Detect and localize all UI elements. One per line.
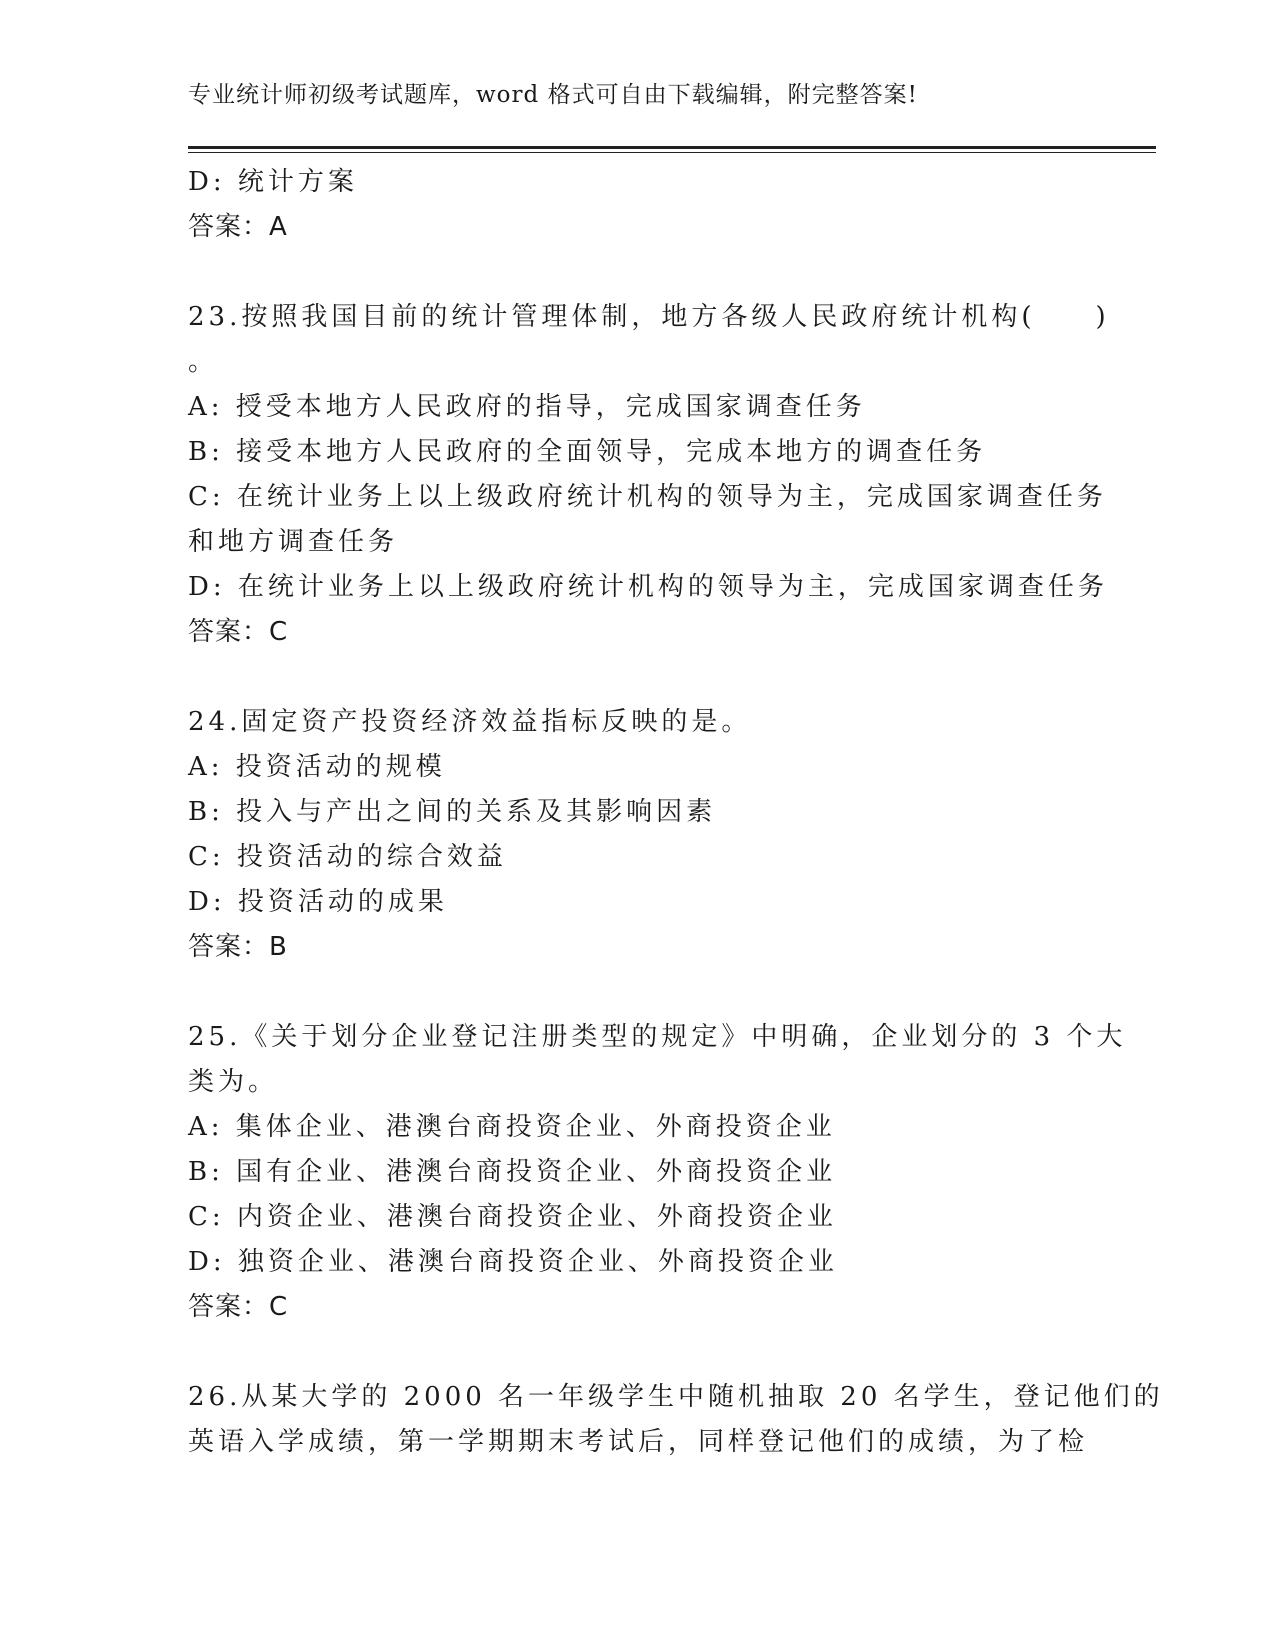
text-line: D: 独资企业、港澳台商投资企业、外商投资企业: [188, 1247, 838, 1277]
text-line: 和地方调查任务: [188, 527, 399, 557]
answer-line: 答案：C: [188, 1292, 289, 1322]
text-line: C: 内资企业、港澳台商投资企业、外商投资企业: [188, 1202, 837, 1232]
spacer: [188, 655, 1078, 700]
text-line: C: 投资活动的综合效益: [188, 842, 507, 872]
text-line: A: 投资活动的规模: [188, 752, 446, 782]
text-line: A: 授受本地方人民政府的指导，完成国家调查任务: [188, 392, 866, 422]
question-content: [188, 160, 1164, 1465]
answer-line: 答案：A: [188, 212, 288, 242]
spacer: [188, 970, 1078, 1015]
text-line: 。: [188, 347, 219, 377]
text-line: 类为。: [188, 1067, 279, 1097]
page-header: 专业统计师初级考试题库，word 格式可自由下载编辑，附完整答案!: [188, 82, 918, 108]
spacer: [188, 1330, 1078, 1375]
text-line: C: 在统计业务上以上级政府统计机构的领导为主，完成国家调查任务: [188, 482, 1107, 512]
header-rule-thick: [188, 146, 1156, 149]
answer-line: 答案：B: [188, 932, 288, 962]
text-line: D: 投资活动的成果: [188, 887, 448, 917]
text-line: B: 接受本地方人民政府的全面领导，完成本地方的调查任务: [188, 437, 987, 467]
text-line: D: 统计方案: [188, 167, 358, 197]
text-line: 26.从某大学的 2000 名一年级学生中随机抽取 20 名学生，登记他们的: [188, 1382, 1164, 1412]
header-rule-thin: [188, 152, 1156, 153]
text-line: 24.固定资产投资经济效益指标反映的是。: [188, 707, 752, 737]
text-line: 23.按照我国目前的统计管理体制，地方各级人民政府统计机构( ): [188, 302, 1110, 332]
text-line: A: 集体企业、港澳台商投资企业、外商投资企业: [188, 1112, 836, 1142]
answer-line: 答案：C: [188, 617, 289, 647]
text-line: B: 国有企业、港澳台商投资企业、外商投资企业: [188, 1157, 837, 1187]
text-line: B: 投入与产出之间的关系及其影响因素: [188, 797, 717, 827]
spacer: [188, 250, 1078, 295]
text-line: D: 在统计业务上以上级政府统计机构的领导为主，完成国家调查任务: [188, 572, 1108, 602]
text-line: 25.《关于划分企业登记注册类型的规定》中明确，企业划分的 3 个大: [188, 1022, 1127, 1052]
text-line: 英语入学成绩，第一学期期末考试后，同样登记他们的成绩，为了检: [188, 1427, 1089, 1457]
